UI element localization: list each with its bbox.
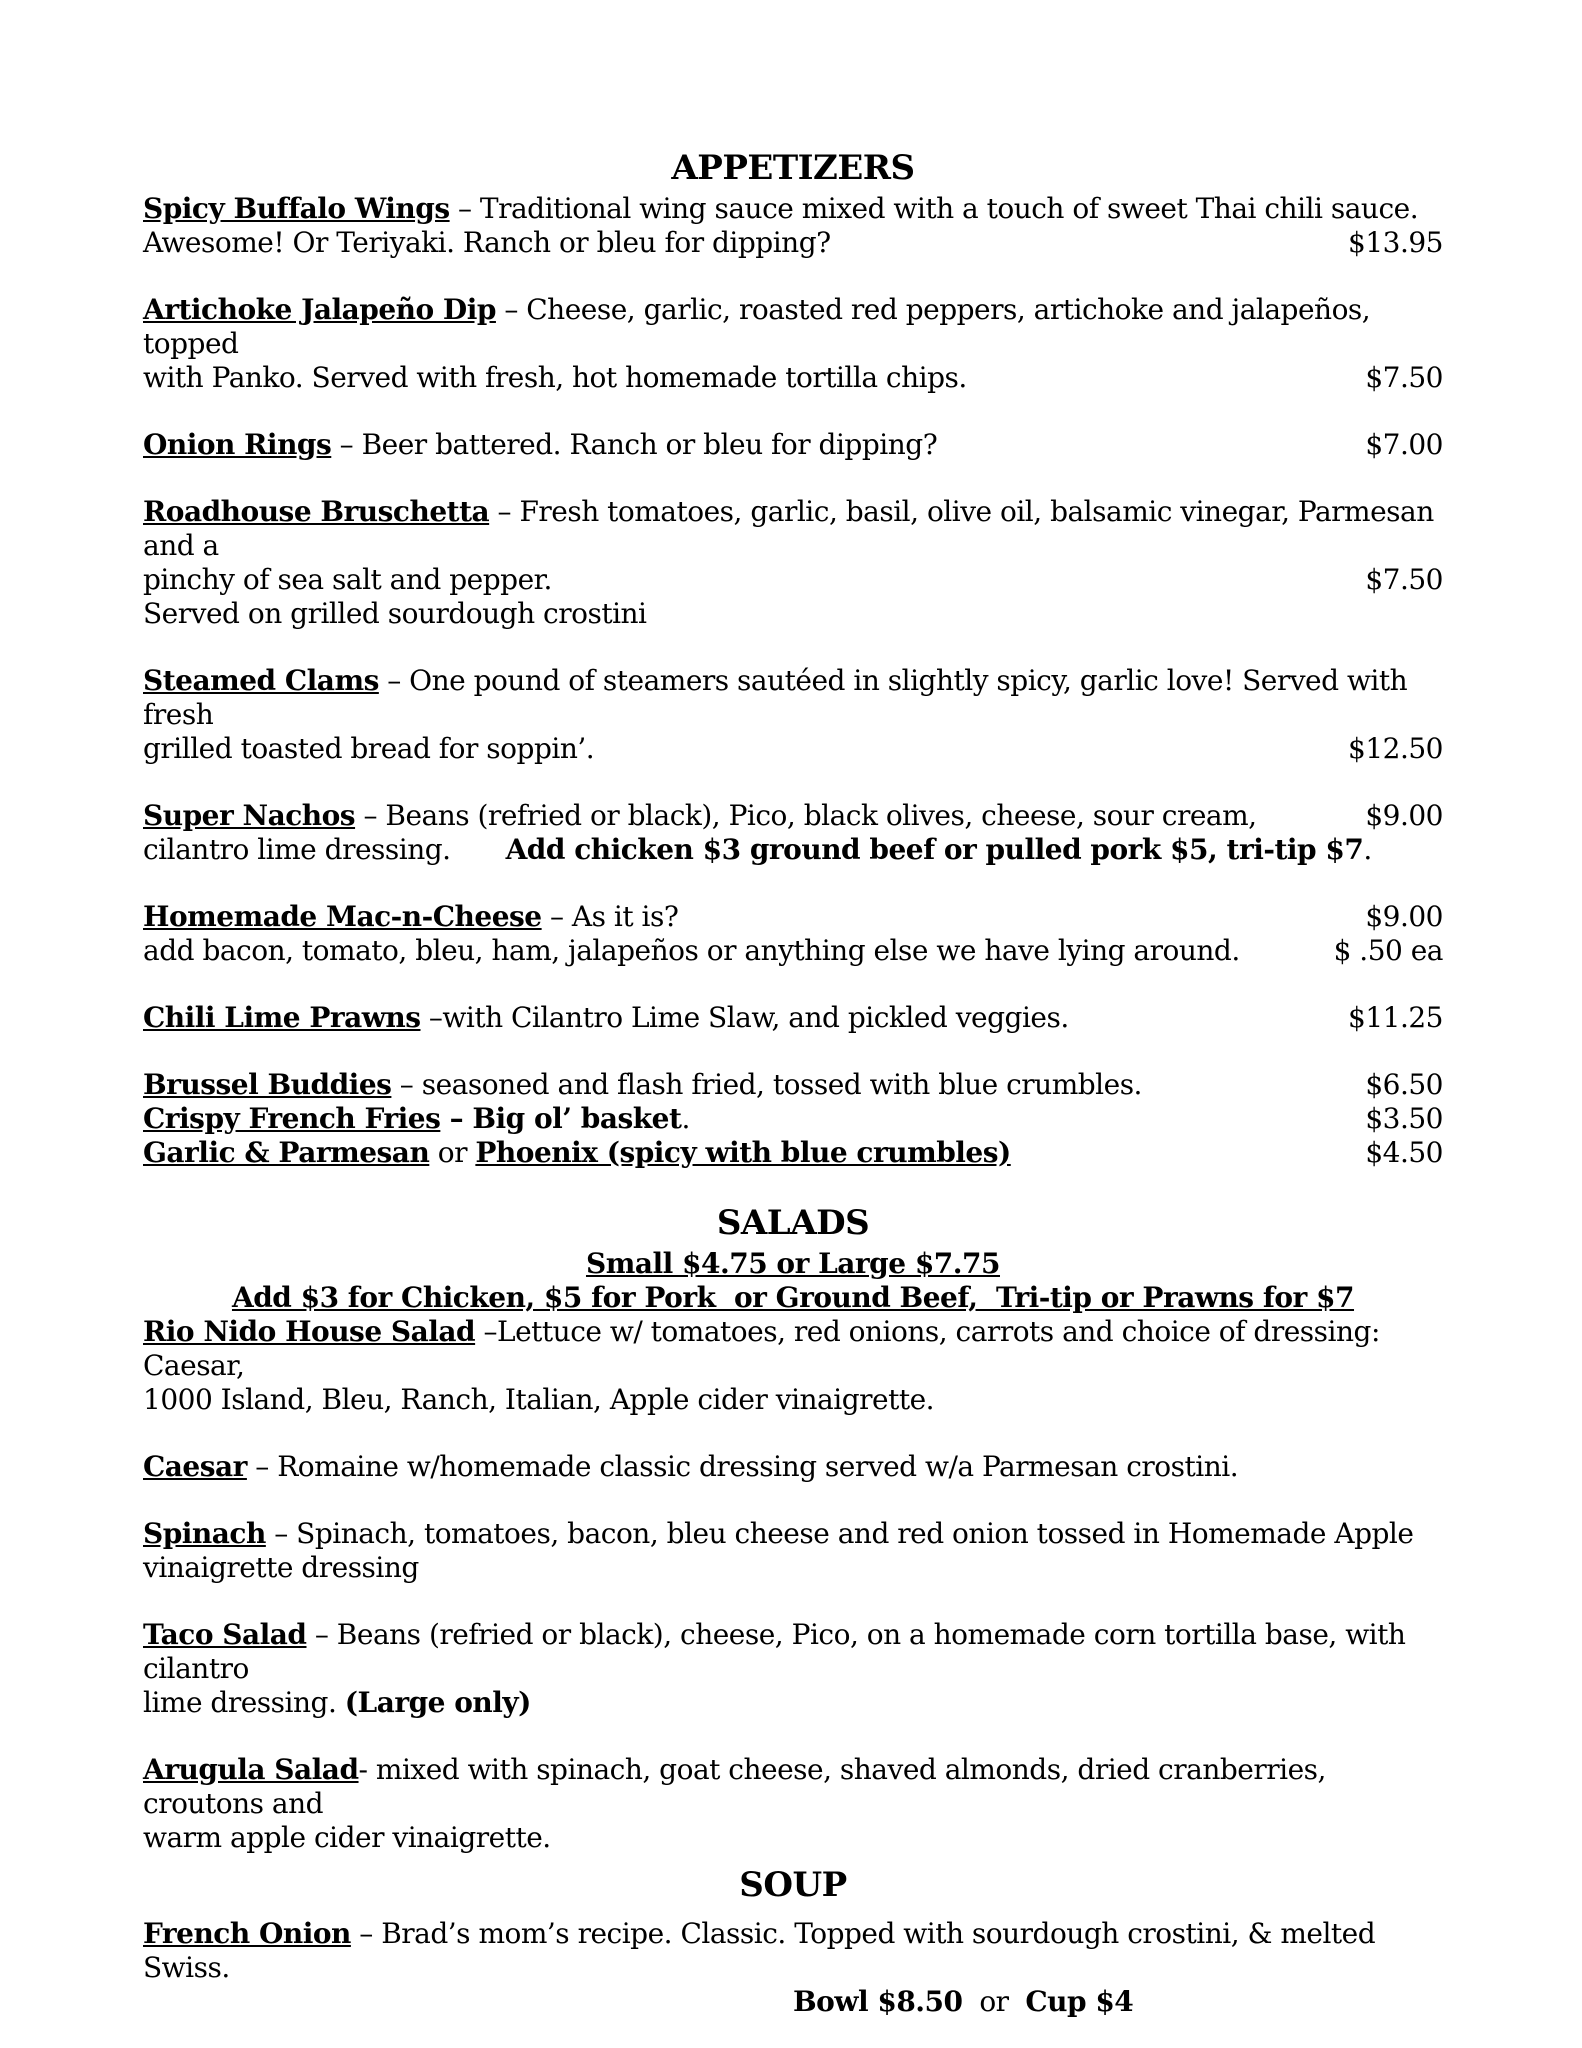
menu-item-line bbox=[143, 1383, 1443, 1417]
menu-item-onion-rings bbox=[143, 428, 1443, 462]
price: $4.50 bbox=[1365, 1136, 1443, 1169]
price: $9.00 bbox=[1365, 900, 1443, 933]
text-segment: Served on grilled sourdough crostini bbox=[143, 597, 647, 630]
menu-item-chili-lime-prawns bbox=[143, 1001, 1443, 1035]
menu-item-line bbox=[143, 1917, 1443, 1985]
menu-item-line bbox=[143, 1517, 1443, 1551]
menu-item-line bbox=[143, 1068, 1443, 1102]
menu-item-line bbox=[143, 1753, 1443, 1821]
text-segment: Caesar bbox=[143, 1450, 247, 1483]
menu-item-text bbox=[143, 495, 1443, 563]
menu-item-text bbox=[143, 900, 678, 934]
menu-item-text bbox=[143, 1917, 1443, 1985]
text-segment: Phoenix (spicy with blue crumbles) bbox=[475, 1136, 1011, 1169]
menu-item-line bbox=[143, 1821, 1443, 1855]
text-segment: Cup $4 bbox=[1025, 1985, 1134, 2018]
text-segment: – One pound of steamers sautéed in slightly spicy, garlic love! Served with fresh bbox=[143, 664, 1416, 731]
text-segment: French Onion bbox=[143, 1917, 351, 1950]
text-segment: Arugula Salad bbox=[143, 1753, 359, 1786]
text-segment: – Beans (refried or black), Pico, black olives, cheese, sour cream, bbox=[355, 799, 1257, 832]
price: $11.25 bbox=[1348, 1001, 1443, 1034]
menu-item-line bbox=[143, 563, 1443, 597]
menu-item-text bbox=[143, 1753, 1443, 1821]
text-segment: warm apple cider vinaigrette. bbox=[143, 1821, 551, 1854]
section-heading-salads: SALADS bbox=[716, 1203, 870, 1243]
menu-item-text bbox=[143, 428, 937, 462]
text-segment: Brussel Buddies bbox=[143, 1068, 392, 1101]
menu-item-line bbox=[143, 1985, 1443, 2019]
menu-item-line bbox=[143, 428, 1443, 462]
section-subheading: Add $3 for Chicken, $5 for Pork or Ground Beef, Tri-tip or Prawns for $7 bbox=[231, 1281, 1355, 1314]
menu-item-text bbox=[143, 664, 1443, 732]
text-segment: or bbox=[429, 1136, 476, 1169]
menu-item-text bbox=[143, 293, 1443, 361]
text-segment: – Brad’s mom’s recipe. Classic. Topped with sourdough crostini, & melted Swiss. bbox=[143, 1917, 1384, 1984]
menu-item-text bbox=[143, 799, 1257, 833]
menu-item-french-onion bbox=[143, 1917, 1443, 2019]
menu-item-line bbox=[143, 799, 1443, 833]
menu-item-rio-nido-house-salad bbox=[143, 1315, 1443, 1417]
menu-item-text bbox=[143, 1517, 1413, 1551]
text-segment: Spinach bbox=[143, 1517, 266, 1550]
menu-item-text bbox=[143, 226, 831, 260]
text-segment: –with Cilantro Lime Slaw, and pickled veggies. bbox=[420, 1001, 1069, 1034]
text-segment: – Big ol’ basket bbox=[440, 1102, 682, 1135]
text-segment: Artichoke Jalapeño Dip bbox=[143, 293, 496, 326]
text-segment: grilled toasted bread for soppin’. bbox=[143, 732, 595, 765]
menu-item-text bbox=[143, 1068, 1142, 1102]
text-segment: Taco Salad bbox=[143, 1618, 307, 1651]
menu-item-caesar bbox=[143, 1450, 1443, 1484]
text-segment: Bowl $8.50 bbox=[793, 1985, 963, 2018]
text-segment: – seasoned and flash fried, tossed with blue crumbles. bbox=[391, 1068, 1142, 1101]
text-segment: . bbox=[681, 1102, 690, 1135]
menu-item-crispy-french-fries bbox=[143, 1102, 1443, 1136]
menu-item-artichoke-jalapeno-dip bbox=[143, 293, 1443, 395]
menu-item-line bbox=[143, 361, 1443, 395]
menu-item-text bbox=[143, 1383, 934, 1417]
menu-item-line bbox=[143, 1001, 1443, 1035]
menu-item-taco-salad bbox=[143, 1618, 1443, 1720]
text-segment: lime dressing. bbox=[143, 1686, 345, 1719]
menu-item-super-nachos bbox=[143, 799, 1443, 867]
section-soup bbox=[143, 1865, 1443, 2019]
menu-item-line bbox=[143, 900, 1443, 934]
text-segment: vinaigrette dressing bbox=[143, 1551, 419, 1584]
menu-item-garlic-parmesan-phoenix bbox=[143, 1136, 1443, 1170]
text-segment: Add chicken $3 ground beef or pulled pork $5, tri-tip $7 bbox=[505, 833, 1364, 866]
menu-item-line bbox=[143, 1618, 1443, 1686]
menu-item-text bbox=[143, 732, 594, 766]
text-segment: Rio Nido House Salad bbox=[143, 1315, 476, 1348]
menu-item-line bbox=[143, 1315, 1443, 1383]
text-segment: Awesome! Or Teriyaki. Ranch or bleu for dipping? bbox=[143, 226, 831, 259]
menu-item-line bbox=[143, 934, 1443, 968]
price: $12.50 bbox=[1348, 732, 1443, 765]
menu-item-text bbox=[143, 1102, 690, 1136]
menu-item-line bbox=[143, 1136, 1443, 1170]
menu-item-line bbox=[143, 1686, 1443, 1720]
text-segment: – Fresh tomatoes, garlic, basil, olive oil, balsamic vinegar, Parmesan and a bbox=[143, 495, 1443, 562]
menu-item-text bbox=[143, 1001, 1069, 1035]
price: $6.50 bbox=[1365, 1068, 1443, 1101]
price: $3.50 bbox=[1365, 1102, 1443, 1135]
text-segment: Steamed Clams bbox=[143, 664, 379, 697]
menu-item-text bbox=[143, 1618, 1443, 1686]
text-segment: – Beans (refried or black), cheese, Pico, on a homemade corn tortilla base, with cilantro bbox=[143, 1618, 1414, 1685]
menu-item-text bbox=[793, 1985, 1133, 2019]
text-segment: Crispy French Fries bbox=[143, 1102, 441, 1135]
menu-item-spinach bbox=[143, 1517, 1443, 1585]
text-segment: add bacon, tomato, bleu, ham, jalapeños or anything else we have lying around. bbox=[143, 934, 1240, 967]
menu-item-line bbox=[143, 833, 1443, 867]
menu-item-brussel-buddies bbox=[143, 1068, 1443, 1102]
text-segment: – Spinach, tomatoes, bacon, bleu cheese and red onion tossed in Homemade Apple bbox=[265, 1517, 1414, 1550]
text-segment: Homemade Mac-n-Cheese bbox=[143, 900, 542, 933]
price: $9.00 bbox=[1365, 799, 1443, 832]
text-segment: Super Nachos bbox=[143, 799, 356, 832]
text-segment: Chili Lime Prawns bbox=[143, 1001, 421, 1034]
menu-item-line bbox=[143, 1450, 1443, 1484]
text-segment: – Beer battered. Ranch or bleu for dipping? bbox=[331, 428, 938, 461]
text-segment: (Large only) bbox=[344, 1686, 531, 1719]
price: $ .50 ea bbox=[1333, 934, 1443, 967]
menu-item-spicy-buffalo-wings bbox=[143, 192, 1443, 260]
menu-item-text bbox=[143, 934, 1240, 968]
text-segment: cilantro lime dressing. bbox=[143, 833, 451, 866]
menu-item-line bbox=[143, 1102, 1443, 1136]
menu-item-text bbox=[143, 1315, 1443, 1383]
menu-item-text bbox=[143, 1821, 551, 1855]
menu-item-text bbox=[143, 1686, 531, 1720]
section-heading-soup: SOUP bbox=[739, 1865, 847, 1905]
menu-item-arugula-salad bbox=[143, 1753, 1443, 1855]
price: $13.95 bbox=[1348, 226, 1443, 259]
menu-item-line bbox=[143, 664, 1443, 732]
text-segment: pinchy of sea salt and pepper. bbox=[143, 563, 552, 596]
menu-item-text bbox=[143, 1136, 1011, 1170]
text-segment: – Traditional wing sauce mixed with a touch of sweet Thai chili sauce. bbox=[449, 192, 1419, 225]
menu-item-line bbox=[143, 293, 1443, 361]
section-appetizers bbox=[143, 148, 1443, 1170]
menu-item-roadhouse-bruschetta bbox=[143, 495, 1443, 631]
text-segment: - mixed with spinach, goat cheese, shaved almonds, dried cranberries, croutons and bbox=[143, 1753, 1335, 1820]
text-segment: – Romaine w/homemade classic dressing served w/a Parmesan crostini. bbox=[246, 1450, 1239, 1483]
text-segment: with Panko. Served with fresh, hot homemade tortilla chips. bbox=[143, 361, 967, 394]
menu-item-text bbox=[143, 1450, 1238, 1484]
menu-item-line bbox=[143, 192, 1443, 226]
menu-content bbox=[143, 148, 1443, 2019]
text-segment: Garlic & Parmesan bbox=[143, 1136, 430, 1169]
menu-item-text bbox=[143, 597, 647, 631]
menu-item-text bbox=[143, 833, 1372, 867]
text-segment: Roadhouse Bruschetta bbox=[143, 495, 490, 528]
menu-item-line bbox=[143, 732, 1443, 766]
section-salads bbox=[143, 1203, 1443, 1855]
menu-item-text bbox=[143, 1551, 419, 1585]
text-segment: – Cheese, garlic, roasted red peppers, artichoke and jalapeños, topped bbox=[143, 293, 1379, 360]
text-segment: –Lettuce w/ tomatoes, red onions, carrots and choice of dressing: Caesar, bbox=[143, 1315, 1389, 1382]
menu-item-line bbox=[143, 226, 1443, 260]
menu-item-line bbox=[143, 597, 1443, 631]
menu-item-text bbox=[143, 563, 552, 597]
text-segment: Onion Rings bbox=[143, 428, 332, 461]
text-segment: . bbox=[1363, 833, 1372, 866]
text-segment: or bbox=[962, 1985, 1026, 2018]
menu-item-line bbox=[143, 1551, 1443, 1585]
text-segment: 1000 Island, Bleu, Ranch, Italian, Apple cider vinaigrette. bbox=[143, 1383, 935, 1416]
menu-item-text bbox=[143, 361, 967, 395]
section-subheading: Small $4.75 or Large $7.75 bbox=[585, 1247, 1000, 1280]
menu-item-line bbox=[143, 495, 1443, 563]
menu-item-steamed-clams bbox=[143, 664, 1443, 766]
price: $7.50 bbox=[1365, 361, 1443, 394]
menu-item-text bbox=[143, 192, 1418, 226]
section-heading-appetizers: APPETIZERS bbox=[671, 148, 915, 188]
price: $7.50 bbox=[1365, 563, 1443, 596]
text-segment: – As it is? bbox=[541, 900, 679, 933]
menu-item-homemade-mac-n-cheese bbox=[143, 900, 1443, 968]
text-segment: Spicy Buffalo Wings bbox=[143, 192, 450, 225]
price: $7.00 bbox=[1365, 428, 1443, 461]
